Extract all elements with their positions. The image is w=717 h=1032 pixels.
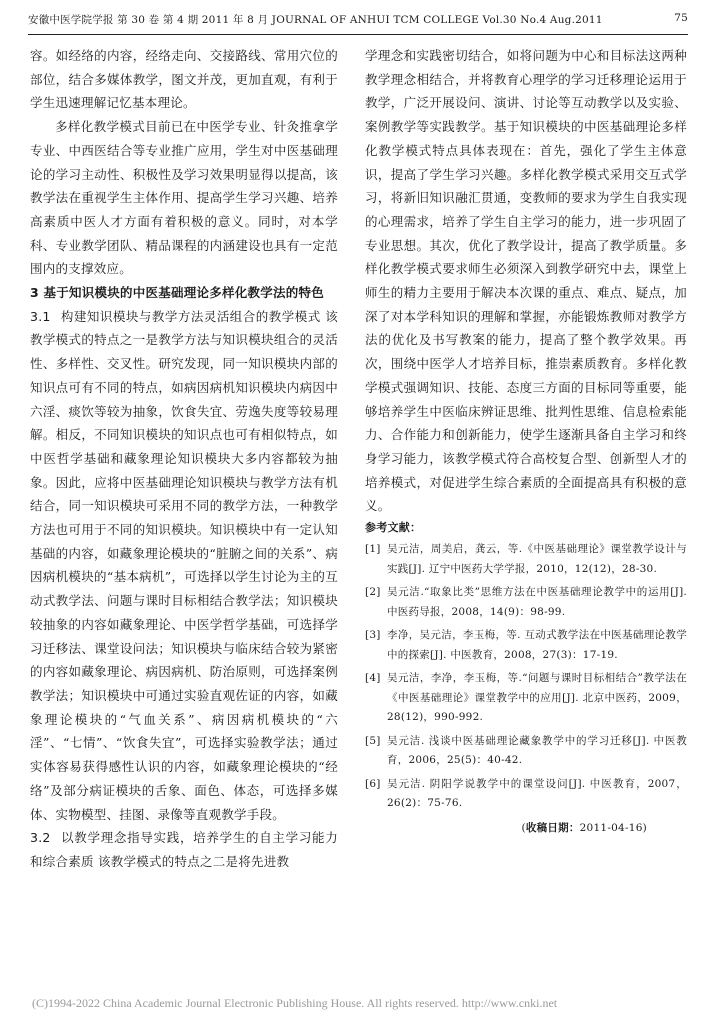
subsection-text: 构建知识模块与教学方法灵活组合的教学模式 该教学模式的特点之一是教学方法与知识模块组合的灵活性、多样性、交叉性。研究发现，同一知识模块内部的知识点可有不同的特点，如病因病机知识模块内病因中六淫、痰饮等较为抽象，饮食失宜、劳逸失度等较易理解。相反，不同知识模块的知识点也可有相似特点，如中医哲学基础和藏象理论知识模块大多内容都较为抽象。因此，应将中医基础理论知识模块与教学方法有机结合，同一知识模块可采用不同的教学方法，一种教学方法也可用于不同的知识模块。知识模块中有一定认知基础的内容，如藏象理论模块的“脏腑之间的关系”、病因病机模块的“基本病机”，可选择以学生讨论为主的互动式教学法、问题与课时目标相结合教学法；知识模块较抽象的内容如藏象理论、中医学哲学基础，可选择学习迁移法、课堂设问法；知识模块与临床结合较为紧密的内容如藏象理论、病因病机、防治原则，可选择案例教学法；知识模块中可通过实验直观佐证的内容，如藏象理论模块的“气血关系”、病因病机模块的“六淫”、“七情”、“饮食失宜”，可选择实验教学法；通过实体容易获得感性认识的内容，如藏象理论模块的“经络”及部分病证模块的舌象、面色、体态，可选择多媒体、实物模型、挂图、录像等直观教学手段。 (30, 308, 338, 822)
header-rule (28, 34, 688, 35)
reference-number: [2] (365, 586, 381, 599)
subsection-number: 3.1 (30, 308, 51, 324)
reference-number: [4] (365, 672, 381, 685)
body-paragraph: 容。如经络的内容，经络走向、交接路线、常用穴位的部位，结合多媒体教学，图文并茂，更加直观，有利于学生迅速理解记忆基本理论。 (30, 48, 338, 111)
body-paragraph: 多样化教学模式目前已在中医学专业、针灸推拿学专业、中西医结合等专业推广应用，学生对中医基础理论的学习主动性、积极性及学习效果明显得以提高，该教学法在重视学生主体作用、提高学生学习兴趣、培养高素质中医人才方面有着积极的意义。同时，对本学科、专业教学团队、精品课程的内涵建设也具有一定范围内的支撑效应。 (30, 119, 338, 277)
reference-item (365, 732, 687, 771)
received-date-line: (收稿日期：2011-04-16) (521, 821, 647, 834)
running-header (28, 12, 688, 30)
reference-item (365, 583, 687, 622)
subsection-number: 3.2 (30, 830, 51, 846)
subsection-3-1 (30, 305, 338, 826)
reference-list (365, 540, 687, 814)
reference-number: [3] (365, 629, 381, 642)
journal-name-en: JOURNAL OF ANHUI TCM COLLEGE Vol.30 No.4 Aug.2011 (271, 14, 603, 26)
received-label: 收稿日期： (525, 821, 580, 834)
reference-number: [6] (365, 777, 381, 790)
reference-text: 吴元洁. 阴阳学说教学中的课堂设问[J]. 中医教育，2007，26(2)：75-76. (387, 777, 687, 810)
reference-item (365, 775, 687, 814)
journal-citation (28, 12, 603, 27)
references-title: 参考文献： (365, 521, 422, 535)
copyright-footer: (C)1994-2022 China Academic Journal Electronic Publishing House. All rights reserved. http://www.cnki.net (32, 996, 558, 1010)
left-column (30, 44, 338, 874)
reference-text: 吴元洁，周美启，龚云，等.《中医基础理论》课堂教学设计与实践[J]. 辽宁中医药大学学报，2010，12(12)，28-30. (387, 543, 687, 575)
right-column (365, 44, 687, 838)
subsection-3-2 (30, 826, 338, 873)
page-number: 75 (674, 12, 688, 24)
subsection-text: 以教学理念指导实践，培养学生的自主学习能力和综合素质 该教学模式的特点之二是将先进教 (30, 830, 338, 869)
reference-item (365, 626, 687, 665)
section-heading: 3 基于知识模块的中医基础理论多样化教学法的特色 (30, 285, 325, 301)
journal-name-cn: 安徽中医学院学报 第 30 卷 第 4 期 2011 年 8 月 (28, 14, 269, 26)
received-date: 2011-04-16 (579, 821, 643, 834)
reference-item (365, 669, 687, 728)
reference-number: [5] (365, 734, 381, 747)
body-paragraph: 学理念和实践密切结合，如将问题为中心和目标法这两种教学理念相结合，并将教育心理学的学习迁移理论运用于教学，广泛开展设问、演讲、讨论等互动教学以及实验、案例教学等实践教学。基于知识模块的中医基础理论多样化教学模式特点具体表现在：首先，强化了学生主体意识，提高了学生学习兴趣。多样化教学模式采用交互式学习，将新旧知识融汇贯通，变教师的要求为学生自我实现的心理需求，培养了学生自主学习的能力，进一步巩固了专业思想。其次，优化了教学设计，提高了教学质量。多样化教学模式要求师生必须深入到教学研究中去，课堂上师生的精力主要用于解决本次课的重点、难点、疑点，加深了对本学科知识的理解和掌握，亦能锻炼教师对教学方法的优化及书写教案的能力，提高了整个教学效果。再次，围绕中医学人才培养目标，推崇素质教育。多样化教学模式强调知识、技能、态度三方面的目标同等重要，能够培养学生中医临床辨证思维、批判性思维、信息检索能力、合作能力和创新能力，使学生逐渐具备自主学习和终身学习能力，该教学模式符合高校复合型、创新型人才的培养模式，对促进学生综合素质的全面提高具有积极的意义。 (365, 48, 687, 514)
reference-text: 吴元洁，李净，李玉梅，等.“问题与课时目标相结合”教学法在《中医基础理论》课堂教学中的应用[J]. 北京中医药，2009，28(12)，990-992. (387, 672, 687, 724)
reference-number: [1] (365, 543, 381, 556)
reference-text: 吴元洁. 浅谈中医基础理论藏象教学中的学习迁移[J]. 中医教育，2006，25(5)：40-42. (387, 734, 687, 767)
reference-item (365, 540, 687, 579)
reference-text: 吴元洁.“取象比类”思维方法在中医基础理论教学中的运用[J]. 中医药导报，2008，14(9)：98-99. (387, 586, 687, 618)
reference-text: 李净，吴元洁，李玉梅，等. 互动式教学法在中医基础理论教学中的探索[J]. 中医教育，2008，27(3)：17-19. (387, 629, 687, 661)
